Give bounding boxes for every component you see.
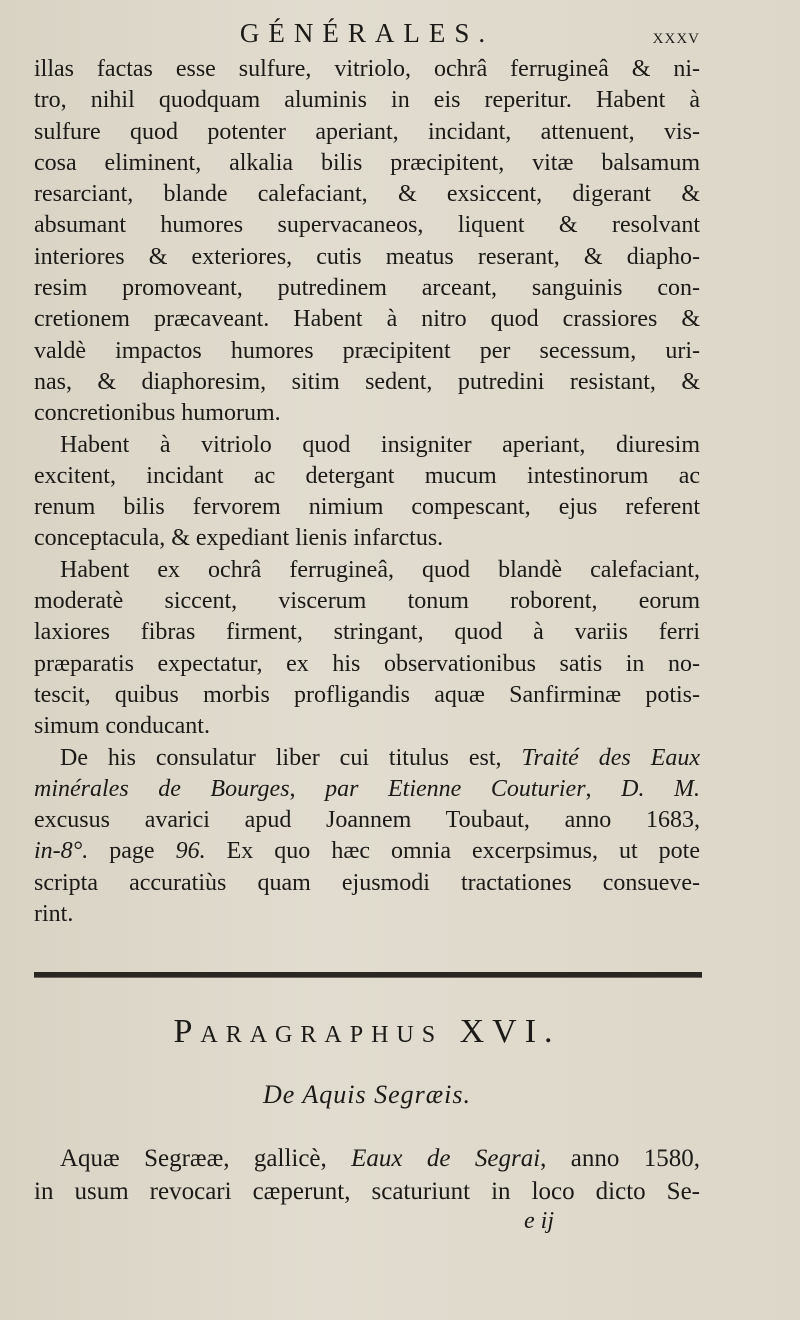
text-line: cosa eliminent, alkalia bilis præcipitent, vitæ balsamum <box>34 149 700 176</box>
text-line: nas, & diaphoresim, sitim sedent, putredini resistant, & <box>34 368 700 395</box>
text-line: præparatis expectatur, ex his observationibus satis in no- <box>34 650 700 677</box>
text-line: cretionem præcaveant. Habent à nitro quod crassiores & <box>34 306 700 333</box>
author-name: par Etienne Couturier <box>325 775 586 802</box>
signature-mark: e ij <box>524 1208 554 1234</box>
text-line: excusus avarici apud Joannem Toubaut, anno 1683, <box>34 807 700 834</box>
running-head: GÉNÉRALES. <box>239 18 495 48</box>
author-degree: D. M. <box>621 775 700 802</box>
paragraph-1 <box>34 54 700 430</box>
main-text <box>34 54 700 930</box>
text-run: , <box>289 775 326 802</box>
text-line: Habent à vitriolo quod insigniter aperiant, diuresim <box>60 431 700 458</box>
text-run: Aquæ Segrææ, gallicè, <box>60 1145 352 1172</box>
text-line: resim promoveant, putredinem arceant, sanguinis con- <box>34 275 700 302</box>
text-line: tescit, quibus morbis profligandis aquæ Sanfirminæ potis- <box>34 681 700 708</box>
text-line: sulfure quod potenter aperiant, incidant, attenuent, vis- <box>34 118 700 145</box>
text-line: renum bilis fervorem nimium compescant, ejus referent <box>34 494 700 521</box>
text-line: resarciant, blande calefaciant, & exsiccent, digerant & <box>34 181 700 208</box>
book-title: Traité des Eaux <box>521 744 700 771</box>
text-run: Ex quo hæc omnia excerpsimus, ut pote <box>205 838 700 865</box>
text-line: Habent ex ochrâ ferrugineâ, quod blandè calefaciant, <box>60 556 700 583</box>
format-label: in-8°. <box>34 838 89 865</box>
text-line: moderatè siccent, viscerum tonum roborent, eorum <box>34 588 700 615</box>
text-line: in usum revocari cæperunt, scaturiunt in loco dicto Se- <box>34 1178 700 1205</box>
text-line: interiores & exteriores, cutis meatus reserant, & diapho- <box>34 243 700 270</box>
text-line <box>34 1142 700 1175</box>
text-line <box>34 743 700 774</box>
text-run: De his consulatur liber cui titulus est, <box>60 744 522 771</box>
text-line: valdè impactos humores præcipitent per secessum, uri- <box>34 337 700 364</box>
text-line: excitent, incidant ac detergant mucum intestinorum ac <box>34 462 700 489</box>
text-run: page <box>88 838 176 865</box>
paragraph-2 <box>34 430 700 555</box>
page-number: xxxv <box>652 24 700 48</box>
text-line: concretionibus humorum. <box>34 400 281 427</box>
text-run: , <box>585 775 622 802</box>
text-line <box>34 774 700 805</box>
text-run: , anno 1580, <box>540 1145 700 1172</box>
french-name: Eaux de Segrai <box>351 1145 541 1172</box>
paragraph-4 <box>34 743 700 931</box>
text-line: conceptacula, & expediant lienis infarctus. <box>34 525 444 552</box>
page-ref: 96. <box>175 838 206 865</box>
paragraph-5 <box>34 1142 700 1208</box>
text-line: absumant humores supervacaneos, liquent & resolvant <box>34 212 700 239</box>
paragraph-3 <box>34 555 700 743</box>
section-divider <box>34 972 702 978</box>
book-title: minérales de Bourges <box>34 775 290 802</box>
text-line: rint. <box>34 901 74 928</box>
section-title: Paragraphus XVI. <box>173 1013 561 1050</box>
section-subtitle: De Aquis Segræis. <box>263 1080 471 1109</box>
page-header <box>34 18 700 54</box>
text-line: laxiores fibras firment, stringant, quod à variis ferri <box>34 619 700 646</box>
text-line: simum conducant. <box>34 713 210 740</box>
text-line <box>34 836 700 867</box>
text-line: illas factas esse sulfure, vitriolo, ochrâ ferrugineâ & ni- <box>34 56 700 82</box>
text-line: scripta accuratiùs quam ejusmodi tractationes consueve- <box>34 869 700 896</box>
text-line: tro, nihil quodquam aluminis in eis reperitur. Habent à <box>34 87 700 114</box>
